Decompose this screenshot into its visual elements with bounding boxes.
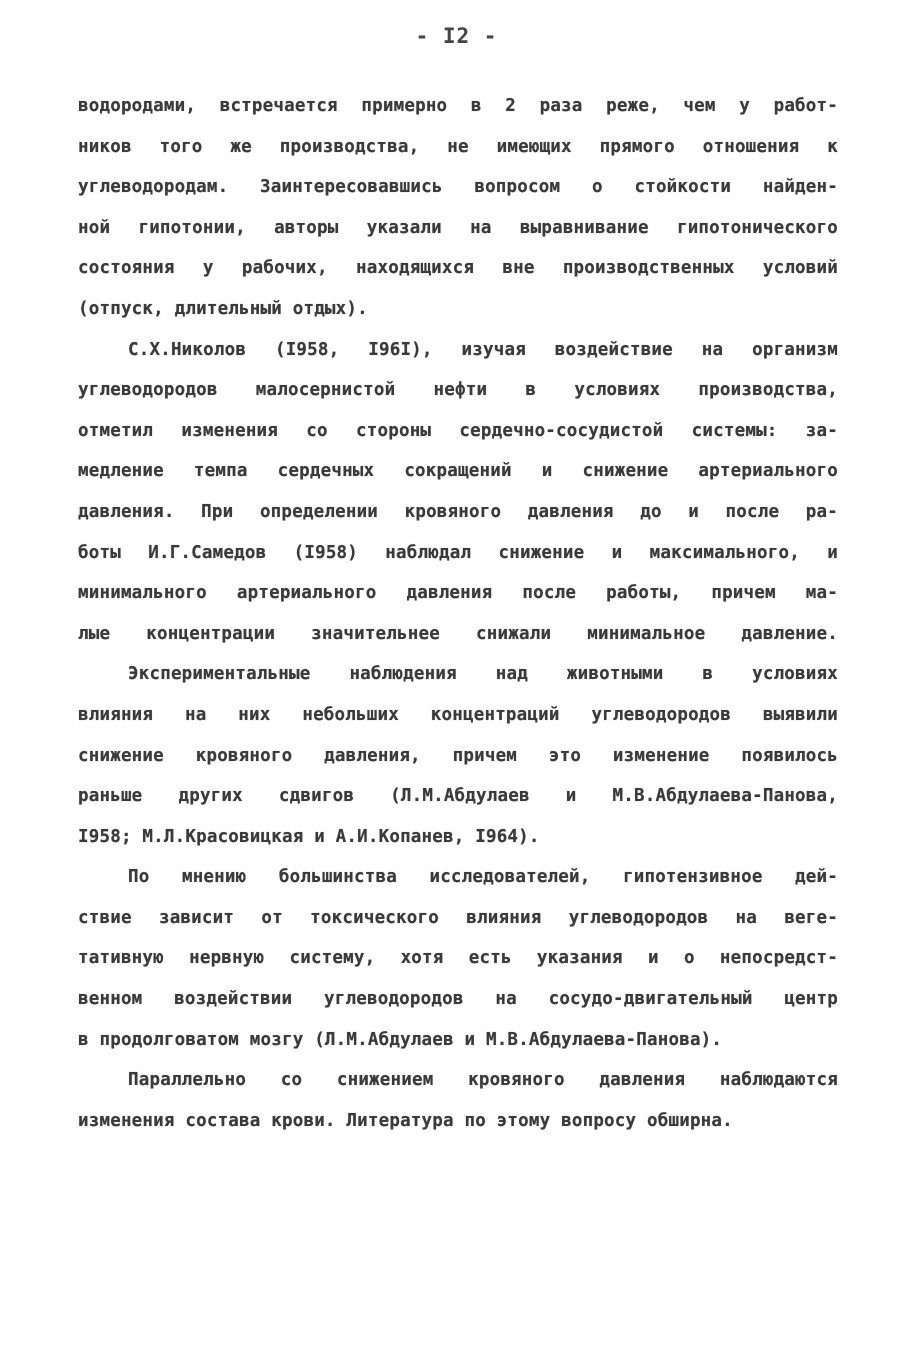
text-line: водородами, встречается примерно в 2 раза реже, чем у работ- bbox=[78, 96, 838, 116]
page-number: - I2 - bbox=[415, 24, 498, 48]
text-line: снижение кровяного давления, причем это изменение появилось bbox=[78, 745, 838, 766]
text-line: лые концентрации значительнее снижали минимальное давление. bbox=[78, 623, 838, 644]
text-line: Экспериментальные наблюдения над животными в условиях bbox=[128, 664, 838, 685]
text-line: раньше других сдвигов (Л.М.Абдулаев и М.В.Абдулаева-Панова, bbox=[78, 786, 838, 807]
text-line: боты И.Г.Самедов (I958) наблюдал снижение и максимального, и bbox=[78, 542, 838, 563]
text-line: Параллельно со снижением кровяного давления наблюдаются bbox=[128, 1070, 838, 1091]
text-line: давления. При определении кровяного давления до и после ра- bbox=[78, 501, 838, 522]
text-line: минимального артериального давления после работы, причем ма- bbox=[78, 583, 838, 604]
text-line: тативную нервную систему, хотя есть указания и о непосредст- bbox=[78, 948, 838, 969]
text-line: ной гипотонии, авторы указали на выравнивание гипотонического bbox=[78, 217, 838, 238]
text-line: состояния у рабочих, находящихся вне производственных условий bbox=[78, 258, 838, 279]
text-line: углеводородов малосернистой нефти в условиях производства, bbox=[78, 380, 838, 401]
text-line: влияния на них небольших концентраций углеводородов выявили bbox=[78, 704, 838, 725]
text-line: I958; М.Л.Красовицкая и А.И.Копанев, I964). bbox=[78, 826, 540, 847]
text-line: ников того же производства, не имеющих прямого отношения к bbox=[78, 136, 838, 157]
text-line: С.Х.Николов (I958, I96I), изучая воздействие на организм bbox=[128, 339, 838, 360]
body-text bbox=[78, 86, 838, 1141]
text-line: углеводородам. Заинтересовавшись вопросом о стойкости найден- bbox=[78, 177, 838, 198]
text-line: По мнению большинства исследователей, гипотензивное дей- bbox=[128, 867, 838, 888]
text-line: в продолговатом мозгу (Л.М.Абдулаев и М.В.Абдулаева-Панова). bbox=[78, 1029, 723, 1050]
text-line: медление темпа сердечных сокращений и снижение артериального bbox=[78, 461, 838, 482]
text-line: ствие зависит от токсического влияния углеводородов на веге- bbox=[78, 907, 838, 928]
text-line: отметил изменения со стороны сердечно-сосудистой системы: за- bbox=[78, 420, 838, 441]
text-line: венном воздействии углеводородов на сосудо-двигательный центр bbox=[78, 989, 838, 1010]
text-line: изменения состава крови. Литература по этому вопросу обширна. bbox=[78, 1110, 733, 1131]
text-line: (отпуск, длительный отдых). bbox=[78, 298, 368, 319]
